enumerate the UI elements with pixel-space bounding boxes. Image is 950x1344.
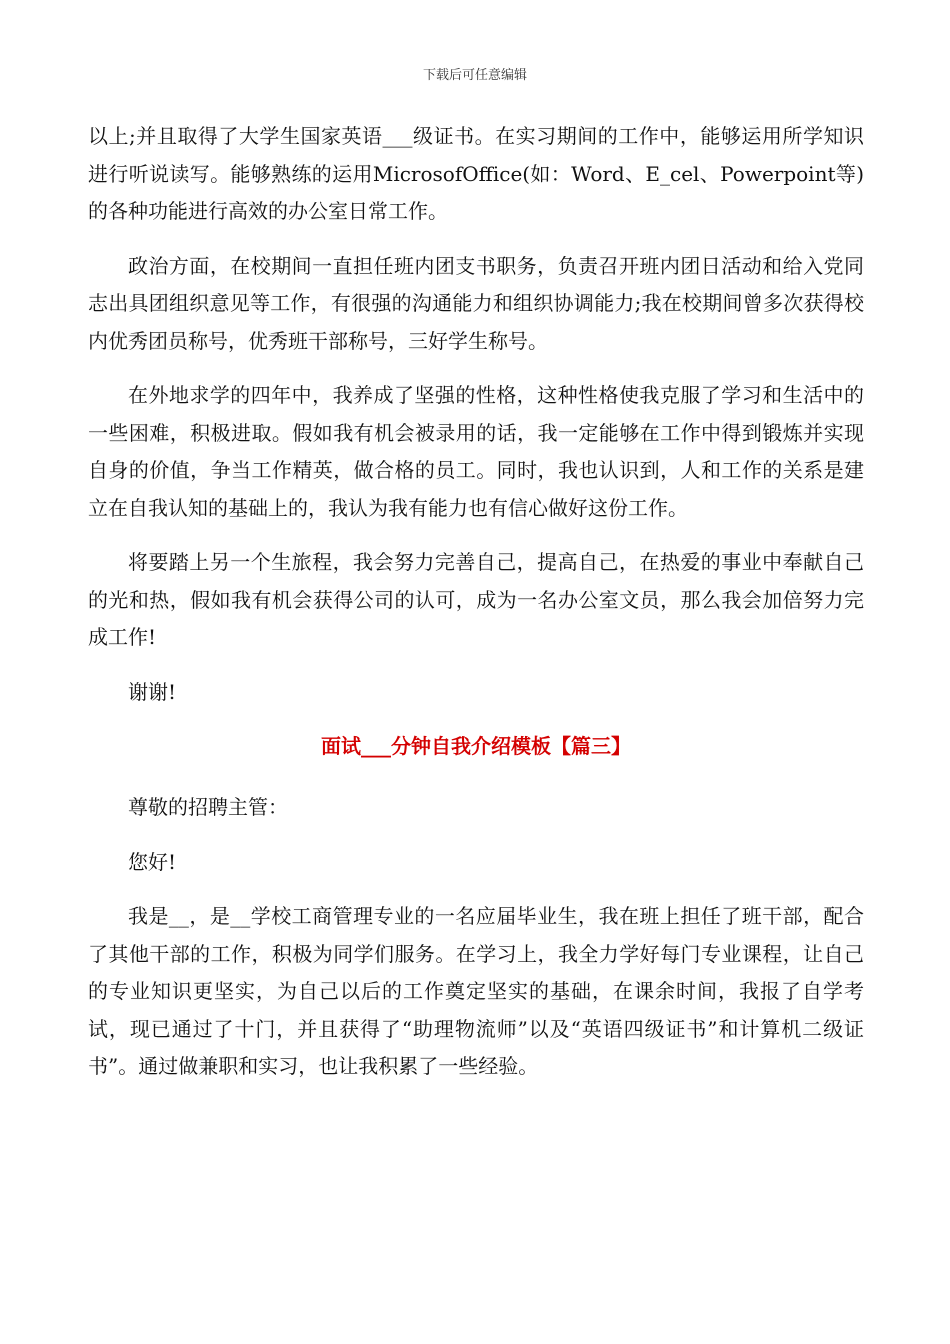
document-body: [88, 118, 864, 1103]
page-header: 下载后可任意编辑: [422, 68, 527, 83]
paragraph-greeting: 您好!: [128, 849, 177, 874]
paragraph-politics: 政治方面，在校期间一直担任班内团支书职务，负责召开班内团日活动和给入党同志出具团组织意见等工作，有很强的沟通能力和组织协调能力;我在校期间曾多次获得校内优秀团员称号，优秀班干部称号，三好学生称号。: [88, 253, 864, 353]
section-heading: 面试___分钟自我介绍模板【篇三】: [321, 734, 631, 758]
paragraph-thanks: 谢谢!: [128, 679, 177, 704]
paragraph-future: 将要踏上另一个生旅程，我会努力完善自己，提高自己，在热爱的事业中奉献自己的光和热，假如我有机会获得公司的认可，成为一名办公室文员，那么我会加倍努力完成工作!: [88, 550, 864, 649]
paragraph-character: 在外地求学的四年中，我养成了坚强的性格，这种性格使我克服了学习和生活中的一些困难，积极进取。假如我有机会被录用的话，我一定能够在工作中得到锻炼并实现自身的价值，争当工作精英，做合格的员工。同时，我也认识到，人和工作的关系是建立在自我认知的基础上的，我认为我有能力也有信心做好这份工作。: [88, 383, 864, 520]
paragraph-skills: 以上;并且取得了大学生国家英语___级证书。在实习期间的工作中，能够运用所学知识进行听说读写。能够熟练的运用MicrosofOffice(如：Word、E_cel、Powerpoint等)的各种功能进行高效的办公室日常工作。: [88, 124, 864, 223]
paragraph-introduction: 我是__，是__学校工商管理专业的一名应届毕业生，我在班上担任了班干部，配合了其他干部的工作，积极为同学们服务。在学习上，我全力学好每门专业课程，让自己的专业知识更坚实，为自己以后的工作奠定坚实的基础，在课余时间，我报了自学考试，现已通过了十门，并且获得了“助理物流师”以及“英语四级证书”和计算机二级证书”。通过做兼职和实习，也让我积累了一些经验。: [88, 904, 864, 1078]
paragraph-salutation: 尊敬的招聘主管：: [128, 795, 288, 819]
